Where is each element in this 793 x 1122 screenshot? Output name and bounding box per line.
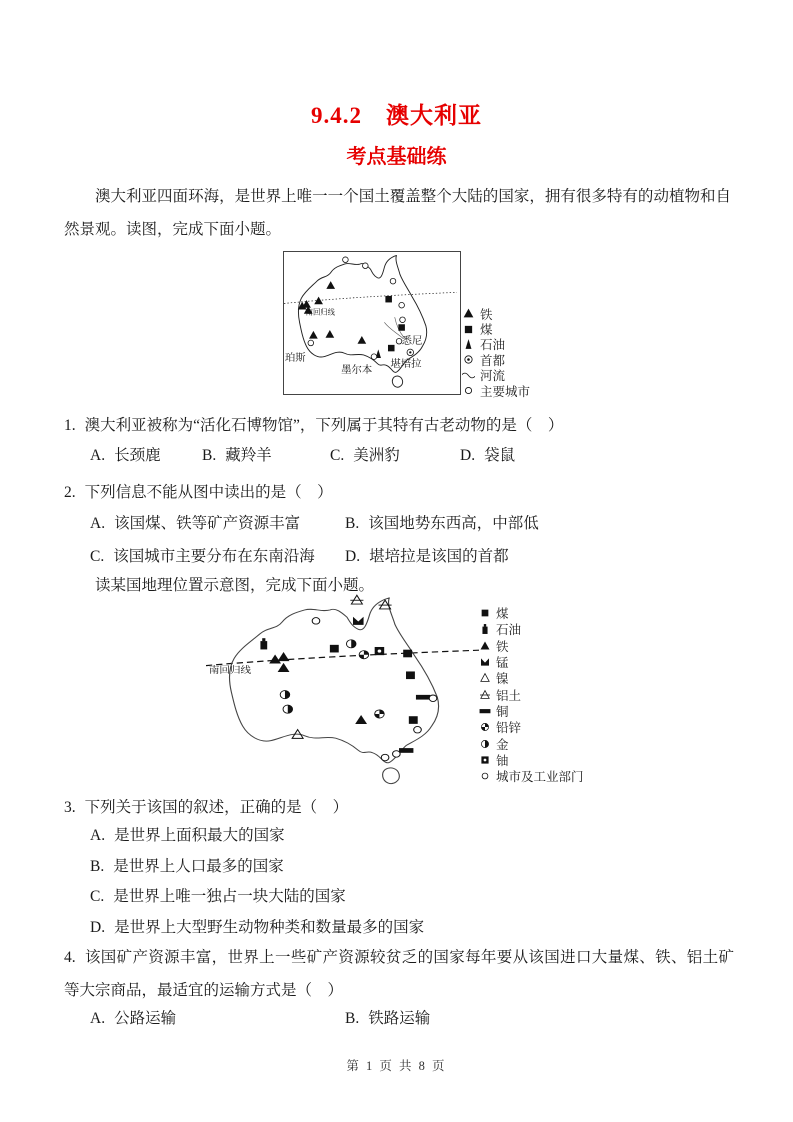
question-3-text: 下列关于该国的叙述，正确的是（ ） — [84, 799, 349, 816]
square-filled-legend-icon — [462, 323, 475, 336]
svg-text:堪培拉: 堪培拉 — [390, 359, 422, 370]
double-circle-legend-icon — [462, 353, 475, 366]
legend-label: 河流 — [480, 369, 506, 384]
square-dot-legend-icon — [479, 754, 491, 766]
legend-item — [462, 383, 530, 398]
question-1-text: 澳大利亚被称为“活化石博物馆”，下列属于其特有古老动物的是（ ） — [84, 417, 564, 434]
option-2c: C. 该国城市主要分布在东南沿海 — [90, 548, 315, 565]
legend-label: 石油 — [480, 338, 506, 353]
option-2d: D. 堪培拉是该国的首都 — [345, 548, 509, 565]
map2-legend — [479, 605, 584, 784]
question-4-text: 该国矿产资源丰富，世界上一些矿产资源较贫乏的国家每年要从该国进口大量煤、铁、铝土矿等大宗商品，最适宜的运输方式是（ ） — [64, 949, 734, 999]
legend-label: 金 — [496, 737, 509, 752]
legend-item — [479, 670, 584, 686]
legend-label: 铀 — [496, 753, 509, 768]
option-4b: B. 铁路运输 — [345, 1010, 431, 1027]
question-1 — [64, 409, 734, 442]
legend-item — [479, 703, 584, 719]
legend-label: 煤 — [496, 607, 509, 622]
legend-item — [462, 321, 530, 336]
option-4a: A. 公路运输 — [90, 1010, 177, 1027]
option-1b: B. 藏羚羊 — [202, 447, 272, 464]
legend-label: 镍 — [496, 672, 509, 687]
circle-open-legend-icon — [462, 384, 475, 397]
legend-label: 城市及工业部门 — [496, 770, 584, 785]
question-2-number: 2. — [64, 484, 76, 501]
circle-half-legend-icon — [479, 738, 491, 750]
svg-text:南回归线: 南回归线 — [305, 307, 336, 317]
river-legend-icon — [462, 369, 475, 382]
svg-text:墨尔本: 墨尔本 — [341, 365, 373, 376]
map1-legend — [462, 306, 530, 398]
legend-item — [462, 306, 530, 321]
legend-label: 铜 — [496, 704, 509, 719]
option-1a: A. 长颈鹿 — [90, 447, 161, 464]
legend-item — [462, 368, 530, 383]
question-4 — [64, 941, 734, 1007]
legend-item — [479, 621, 584, 637]
legend-item — [479, 735, 584, 751]
page-title: 9.4.2 澳大利亚 — [311, 103, 482, 128]
option-3b: B. 是世界上人口最多的国家 — [90, 858, 284, 875]
rect-wide-legend-icon — [479, 705, 491, 717]
intro-paragraph: 澳大利亚四面环海，是世界上唯一一个国土覆盖整个大陆的国家，拥有很多特有的动植物和自然景观。读图，完成下面小题。 — [64, 188, 731, 238]
svg-text:悉尼: 悉尼 — [401, 335, 423, 347]
legend-label: 铝土 — [496, 688, 522, 703]
legend-item — [479, 719, 584, 735]
tri-open-bar-legend-icon — [479, 689, 491, 701]
circle-open-legend-icon — [479, 770, 491, 782]
option-2a: A. 该国煤、铁等矿产资源丰富 — [90, 515, 301, 532]
option-3c: C. 是世界上唯一独占一块大陆的国家 — [90, 888, 346, 905]
m-shape-legend-icon — [479, 656, 491, 668]
tri-narrow-legend-icon — [462, 338, 475, 351]
tri-filled-legend-icon — [462, 307, 475, 320]
legend-label: 铁 — [480, 307, 493, 322]
svg-text:珀斯: 珀斯 — [284, 353, 306, 364]
australia-map-1 — [284, 252, 457, 391]
square-filled-legend-icon — [479, 607, 491, 619]
legend-label: 石油 — [496, 623, 522, 638]
legend-item — [479, 654, 584, 670]
legend-item — [462, 352, 530, 367]
svg-text:南回归线: 南回归线 — [208, 665, 252, 676]
map1-frame — [283, 251, 461, 395]
legend-item — [479, 768, 584, 784]
tri-open-legend-icon — [479, 672, 491, 684]
question-4-number: 4. — [64, 949, 76, 966]
circle-quarters-legend-icon — [479, 721, 491, 733]
option-1c: C. 美洲豹 — [330, 447, 400, 464]
figure-country-location-map — [206, 593, 488, 794]
option-3d: D. 是世界上大型野生动物种类和数量最多的国家 — [90, 919, 425, 936]
page-footer: 第 1 页 共 8 页 — [346, 1059, 447, 1073]
australia-map-2 — [206, 593, 488, 789]
bottle-legend-icon — [479, 623, 491, 635]
question-3-number: 3. — [64, 799, 76, 816]
legend-label: 主要城市 — [480, 384, 531, 399]
legend-label: 铁 — [496, 639, 509, 654]
legend-label: 锰 — [496, 656, 509, 671]
legend-label: 首都 — [480, 353, 506, 368]
question-2 — [64, 476, 734, 509]
tri-filled-legend-icon — [479, 640, 491, 652]
legend-item — [479, 638, 584, 654]
question-1-number: 1. — [64, 417, 76, 434]
legend-label: 煤 — [480, 323, 493, 338]
section-subtitle: 考点基础练 — [346, 146, 447, 168]
option-1d: D. 袋鼠 — [460, 447, 516, 464]
legend-label: 铅锌 — [496, 721, 522, 736]
read-instruction-2: 读某国地理位置示意图，完成下面小题。 — [95, 577, 375, 594]
legend-item — [479, 752, 584, 768]
legend-item — [479, 605, 584, 621]
figure-australia-mineral-map — [283, 251, 461, 395]
question-2-text: 下列信息不能从图中读出的是（ ） — [84, 484, 333, 501]
option-2b: B. 该国地势东西高，中部低 — [345, 515, 539, 532]
option-3a: A. 是世界上面积最大的国家 — [90, 827, 285, 844]
legend-item — [462, 337, 530, 352]
question-3 — [64, 791, 734, 824]
legend-item — [479, 686, 584, 702]
